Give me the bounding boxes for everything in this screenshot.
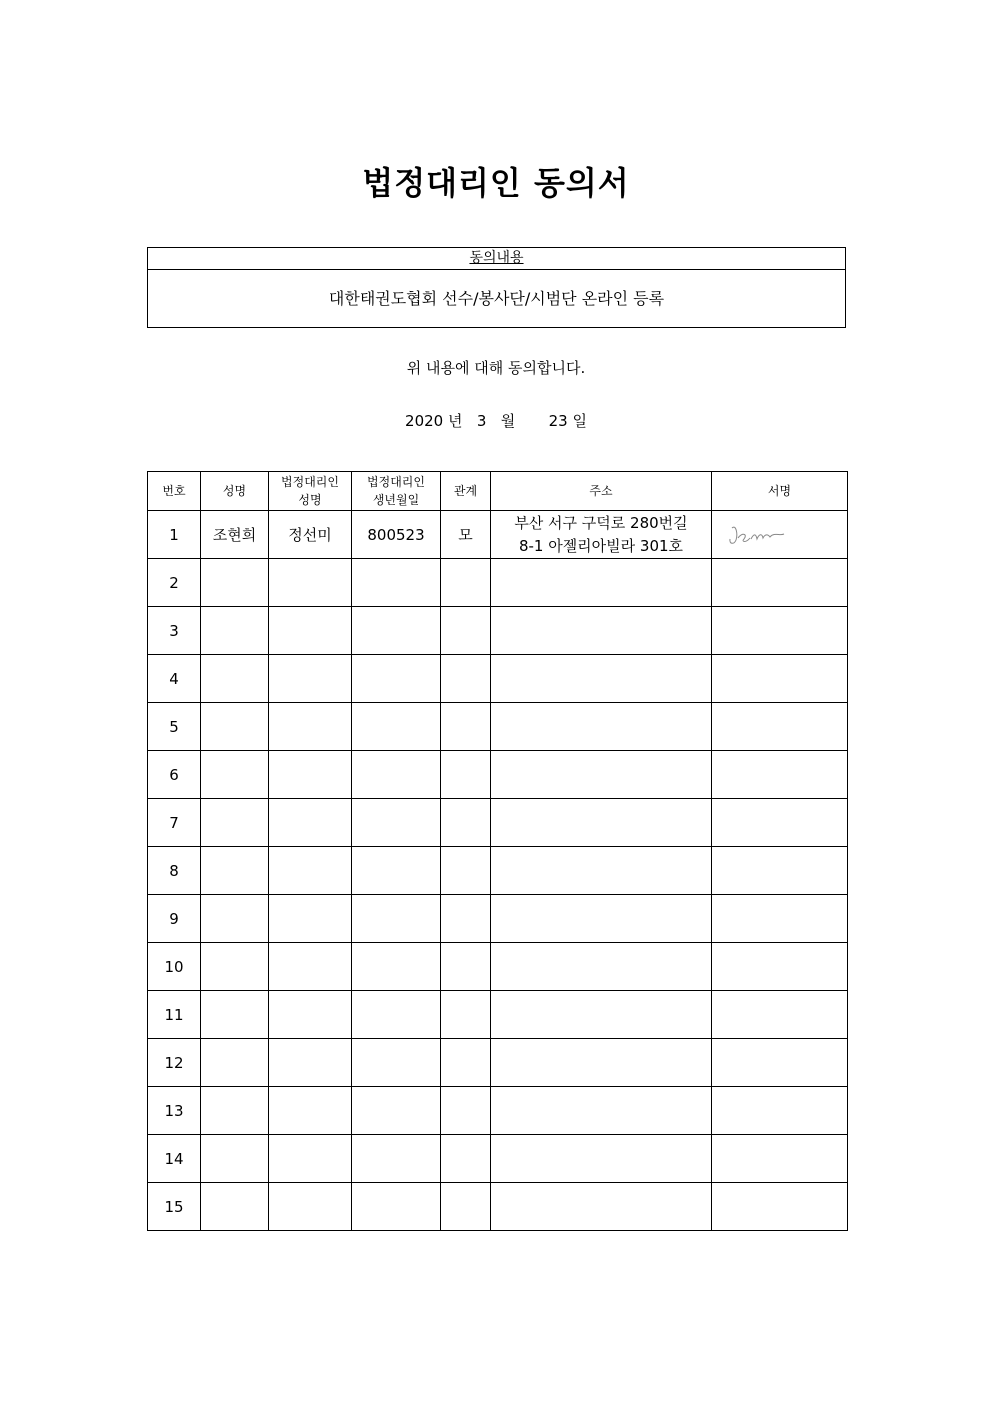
row-number: 1 (148, 511, 201, 559)
row-number: 11 (148, 991, 201, 1039)
row-number: 2 (148, 559, 201, 607)
row-number: 10 (148, 943, 201, 991)
row-number: 4 (148, 655, 201, 703)
header-signature: 서명 (712, 472, 848, 511)
table-row (148, 1135, 848, 1183)
date-year-unit: 년 (448, 412, 463, 430)
signature-cell (712, 511, 848, 559)
header-guardian-birth-line2: 생년월일 (372, 493, 420, 507)
date-day-unit: 일 (572, 412, 587, 430)
table-row (148, 607, 848, 655)
consent-date (0, 410, 992, 431)
table-row (148, 511, 848, 559)
consent-content-header (148, 248, 845, 270)
guardian-name: 정선미 (269, 511, 352, 559)
table-row (148, 895, 848, 943)
agreement-statement: 위 내용에 대해 동의합니다. (406, 359, 586, 377)
date-day: 23 (548, 412, 568, 430)
date-month-unit: 월 (500, 412, 516, 430)
student-name: 조현희 (201, 511, 269, 559)
header-guardian-name-line1: 법정대리인 (281, 475, 339, 489)
address-line1: 부산 서구 구덕로 280번길 (514, 513, 688, 532)
row-number: 12 (148, 1039, 201, 1087)
header-address: 주소 (491, 472, 712, 511)
table-row (148, 703, 848, 751)
row-number: 15 (148, 1183, 201, 1231)
address-line2: 8-1 아젤리아빌라 301호 (518, 536, 684, 555)
consent-content-box (147, 247, 846, 328)
table-row (148, 1039, 848, 1087)
consent-content-body: 대한태권도협회 선수/봉사단/시범단 온라인 등록 (328, 289, 665, 308)
guardian-birthdate: 800523 (352, 511, 441, 559)
table-header-row (148, 472, 848, 511)
table-row (148, 751, 848, 799)
row-number: 5 (148, 703, 201, 751)
row-number: 9 (148, 895, 201, 943)
table-row (148, 943, 848, 991)
document-title: 법정대리인 동의서 (362, 164, 630, 202)
header-guardian-birth (352, 472, 441, 511)
row-number: 14 (148, 1135, 201, 1183)
header-name: 성명 (201, 472, 269, 511)
handwritten-signature (726, 520, 796, 550)
header-relation: 관계 (441, 472, 491, 511)
header-guardian-name (269, 472, 352, 511)
date-year: 2020 (405, 412, 444, 430)
table-row (148, 1087, 848, 1135)
relation: 모 (441, 511, 491, 559)
row-number: 13 (148, 1087, 201, 1135)
table-row (148, 847, 848, 895)
row-number: 6 (148, 751, 201, 799)
row-number: 7 (148, 799, 201, 847)
signature-table (147, 471, 848, 1231)
consent-content-header-label: 동의내용 (469, 250, 524, 266)
address (491, 511, 712, 559)
header-number: 번호 (148, 472, 201, 511)
table-row (148, 559, 848, 607)
table-row (148, 1183, 848, 1231)
header-guardian-name-line2: 성명 (298, 493, 322, 507)
date-month: 3 (476, 412, 487, 430)
table-row (148, 799, 848, 847)
row-number: 8 (148, 847, 201, 895)
row-number: 3 (148, 607, 201, 655)
header-guardian-birth-line1: 법정대리인 (367, 475, 425, 489)
table-row (148, 655, 848, 703)
table-row (148, 991, 848, 1039)
